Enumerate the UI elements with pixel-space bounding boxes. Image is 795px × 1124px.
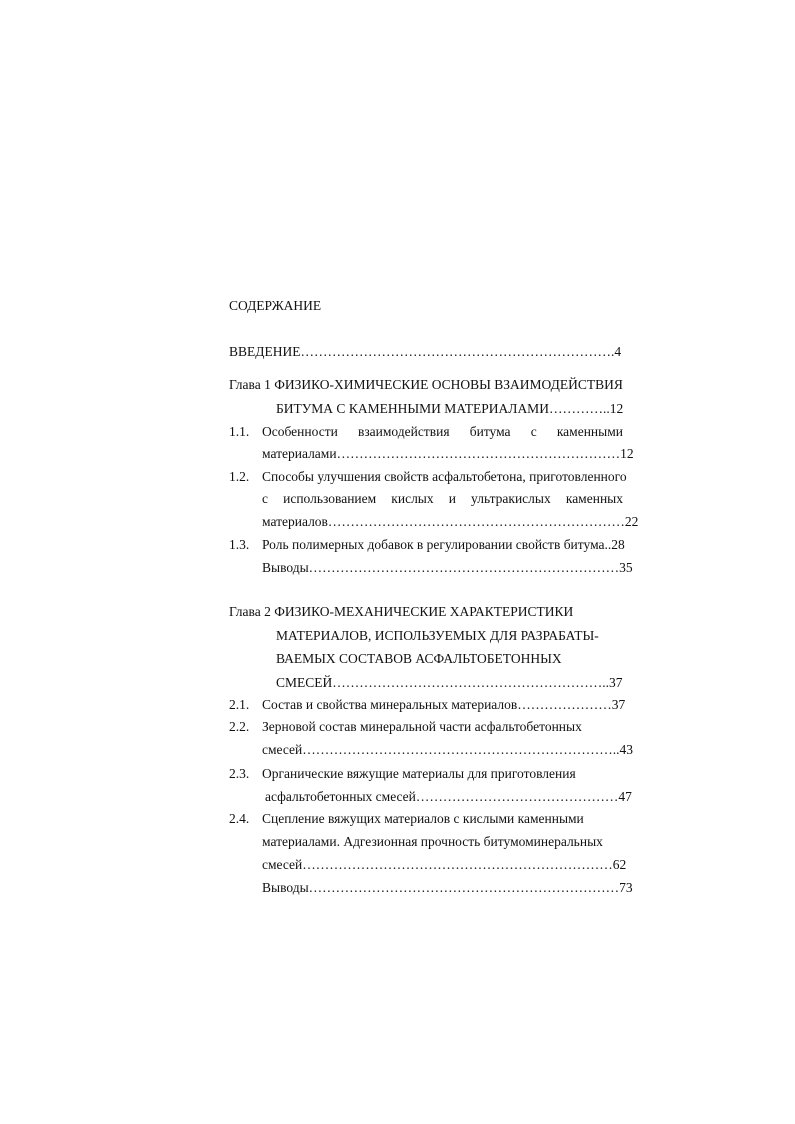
toc-conclusions-2: Выводы……………………………………………………………73 bbox=[262, 880, 633, 895]
toc-section-number: 1.3. bbox=[229, 537, 250, 552]
toc-section-2-4-line-3: смесей……………………………………………………………62 bbox=[262, 857, 627, 872]
toc-section-2-4-line-2: материалами. Адгезионная прочность битумоминеральных bbox=[262, 834, 603, 849]
toc-section-number: 2.3. bbox=[229, 766, 250, 781]
toc-chapter-2-line-4: СМЕСЕЙ……………………………………………………..37 bbox=[276, 675, 623, 690]
toc-section-2-2-line-1: Зерновой состав минеральной части асфальтобетонных bbox=[262, 719, 582, 734]
toc-section-1-1-line-1: Особенности взаимодействия битума с каменными bbox=[262, 424, 623, 439]
toc-section-number: 1.2. bbox=[229, 469, 250, 484]
toc-entry-intro: ВВЕДЕНИЕ…………………………………………………………….4 bbox=[229, 344, 622, 359]
toc-section-1-2-line-2: с использованием кислых и ультракислых каменных bbox=[262, 491, 623, 506]
toc-section-2-2-line-2: смесей……………………………………………………………..43 bbox=[262, 742, 633, 757]
toc-section-number: 2.1. bbox=[229, 697, 250, 712]
toc-section-1-2-line-3: материалов…………………………………………………………22 bbox=[262, 514, 639, 529]
toc-heading: СОДЕРЖАНИЕ bbox=[229, 298, 322, 313]
toc-section-number: 2.4. bbox=[229, 811, 250, 826]
toc-chapter-2-line-1: Глава 2 ФИЗИКО-МЕХАНИЧЕСКИЕ ХАРАКТЕРИСТИКИ bbox=[229, 604, 574, 619]
toc-section-2-3-line-2: асфальтобетонных смесей………………………………………47 bbox=[265, 789, 632, 804]
toc-section-2-3-line-1: Органические вяжущие материалы для приготовления bbox=[262, 766, 576, 781]
toc-section-2-1: Состав и свойства минеральных материалов…………………37 bbox=[262, 697, 626, 712]
toc-section-number: 2.2. bbox=[229, 719, 250, 734]
toc-section-1-2-line-1: Способы улучшения свойств асфальтобетона, приготовленного bbox=[262, 469, 627, 484]
toc-chapter-2-line-3: ВАЕМЫХ СОСТАВОВ АСФАЛЬТОБЕТОННЫХ bbox=[276, 651, 562, 666]
toc-chapter-2-line-2: МАТЕРИАЛОВ, ИСПОЛЬЗУЕМЫХ ДЛЯ РАЗРАБАТЫ- bbox=[276, 628, 599, 643]
toc-section-2-4-line-1: Сцепление вяжущих материалов с кислыми каменными bbox=[262, 811, 584, 826]
toc-conclusions-1: Выводы……………………………………………………………35 bbox=[262, 560, 633, 575]
toc-section-1-3: Роль полимерных добавок в регулировании свойств битума..28 bbox=[262, 537, 625, 552]
toc-chapter-1-line-1: Глава 1 ФИЗИКО-ХИМИЧЕСКИЕ ОСНОВЫ ВЗАИМОДЕЙСТВИЯ bbox=[229, 377, 623, 392]
toc-section-number: 1.1. bbox=[229, 424, 250, 439]
toc-section-1-1-line-2: материалами………………………………………………………12 bbox=[262, 446, 634, 461]
toc-chapter-1-line-2: БИТУМА С КАМЕННЫМИ МАТЕРИАЛАМИ…………..12 bbox=[276, 401, 624, 416]
